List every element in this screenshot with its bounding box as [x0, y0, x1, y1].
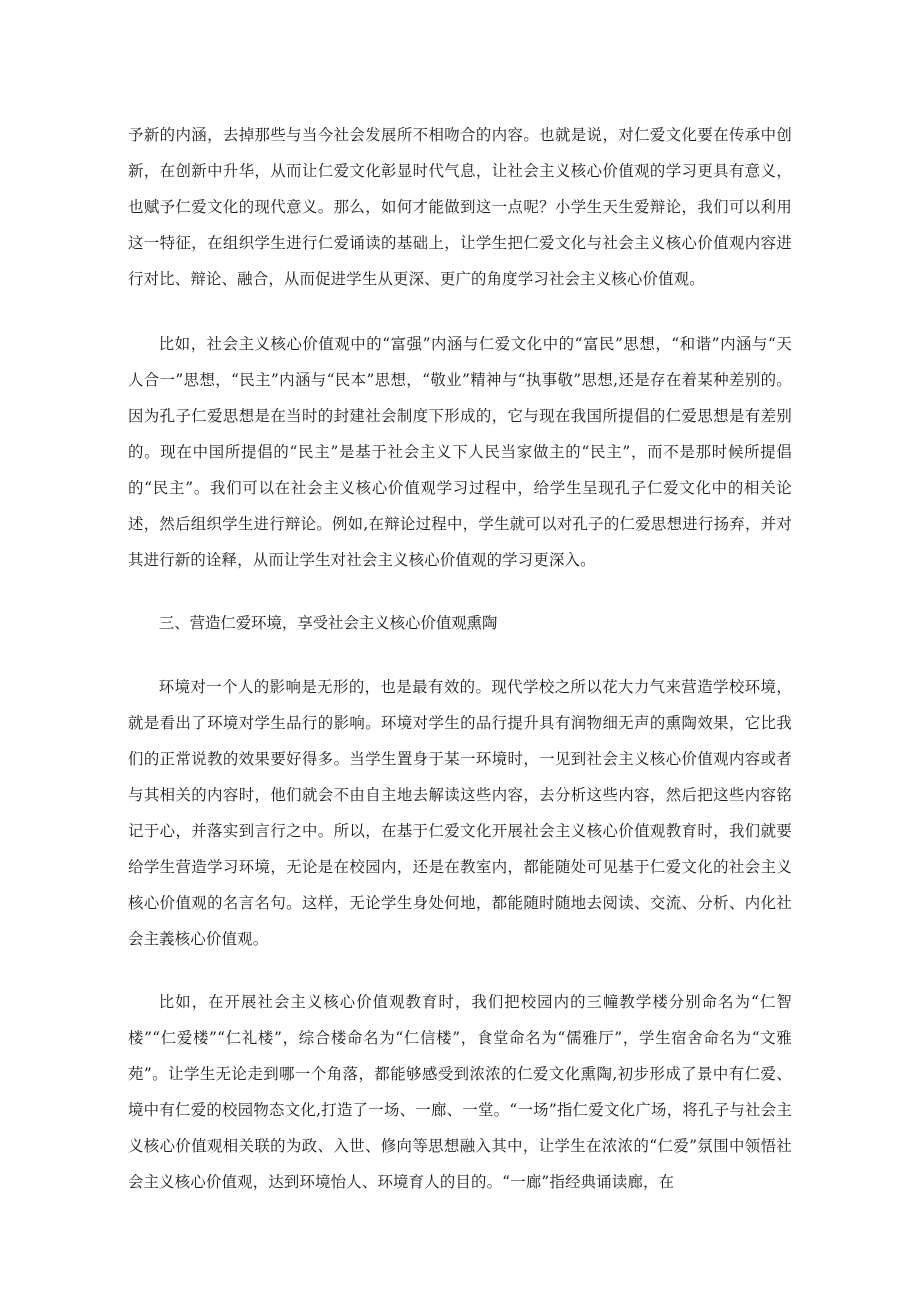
- document-body: [128, 117, 792, 1200]
- paragraph-environment: 环境对一个人的影响是无形的，也是最有效的。现代学校之所以花大力气来营造学校环境，就是看出了环境对学生品行的影响。环境对学生的品行提升具有润物细无声的熏陶效果，它比我们的正常说教的效果要好得多。当学生置身于某一环境时，一见到社会主义核心价值观内容或者与其相关的内容时，他们就会不由自主地去解读这些内容，去分析这些内容，然后把这些内容铭记于心，并落实到言行之中。所以，在基于仁爱文化开展社会主义核心价值观教育时，我们就要给学生营造学习环境，无论是在校园内，还是在教室内，都能随处可见基于仁爱文化的社会主义核心价值观的名言名句。这样，无论学生身处何地，都能随时随地去阅读、交流、分析、内化社会主義核心价值观。: [128, 678, 792, 948]
- section-heading: 三、营造仁爱环境，享受社会主义核心价值观熏陶: [158, 614, 498, 632]
- paragraph-comparison: 比如，社会主义核心价值观中的“富强”内涵与仁爱文化中的“富民”思想，“和谐”内涵与“天人合一”思想，“民主”内涵与“民本”思想，“敬业”精神与“执事敬”思想,还是存在着某种差别的。因为孔子仁爱思想是在当时的封建社会制度下形成的，它与现在我国所提倡的仁爱思想是有差别的。现在中国所提倡的“民主”是基于社会主义下人民当家做主的“民主”，而不是那时候所提倡的“民主”。我们可以在社会主义核心价值观学习过程中，给学生呈现孔子仁爱文化中的相关论述，然后组织学生进行辩论。例如,在辩论过程中，学生就可以对孔子的仁爱思想进行扬弃，并对其进行新的诠释，从而让学生对社会主义核心价值观的学习更深入。: [128, 335, 792, 569]
- paragraph-campus-naming: 比如，在开展社会主义核心价值观教育时，我们把校园内的三幢教学楼分别命名为“仁智楼”“仁爱楼”“仁礼楼”，综合楼命名为“仁信楼”，食堂命名为“儒雅厅”，学生宿舍命名为“文雅苑”。让学生无论走到哪一个角落，都能够感受到浓浓的仁爱文化熏陶,初步形成了景中有仁爱、境中有仁爱的校园物态文化,打造了一场、一廊、一堂。“一场”指仁爱文化广场，将孔子与社会主义核心价值观相关联的为政、入世、修向等思想融入其中，让学生在浓浓的“仁爱”氛围中领悟社会主义核心价值观，达到环境怡人、环境育人的目的。“一廊”指经典诵读廊，在: [128, 993, 792, 1191]
- paragraph-continuation: 予新的内涵，去掉那些与当今社会发展所不相吻合的内容。也就是说，对仁爱文化要在传承中创新，在创新中升华，从而让仁爱文化彰显时代气息，让社会主义核心价值观的学习更具有意义，也赋予仁爱文化的现代意义。那么，如何才能做到这一点呢？小学生天生爱辩论，我们可以利用这一特征，在组织学生进行仁爱诵读的基础上，让学生把仁爱文化与社会主义核心价值观内容进行对比、辩论、融合，从而促进学生从更深、更广的角度学习社会主义核心价值观。: [128, 126, 792, 288]
